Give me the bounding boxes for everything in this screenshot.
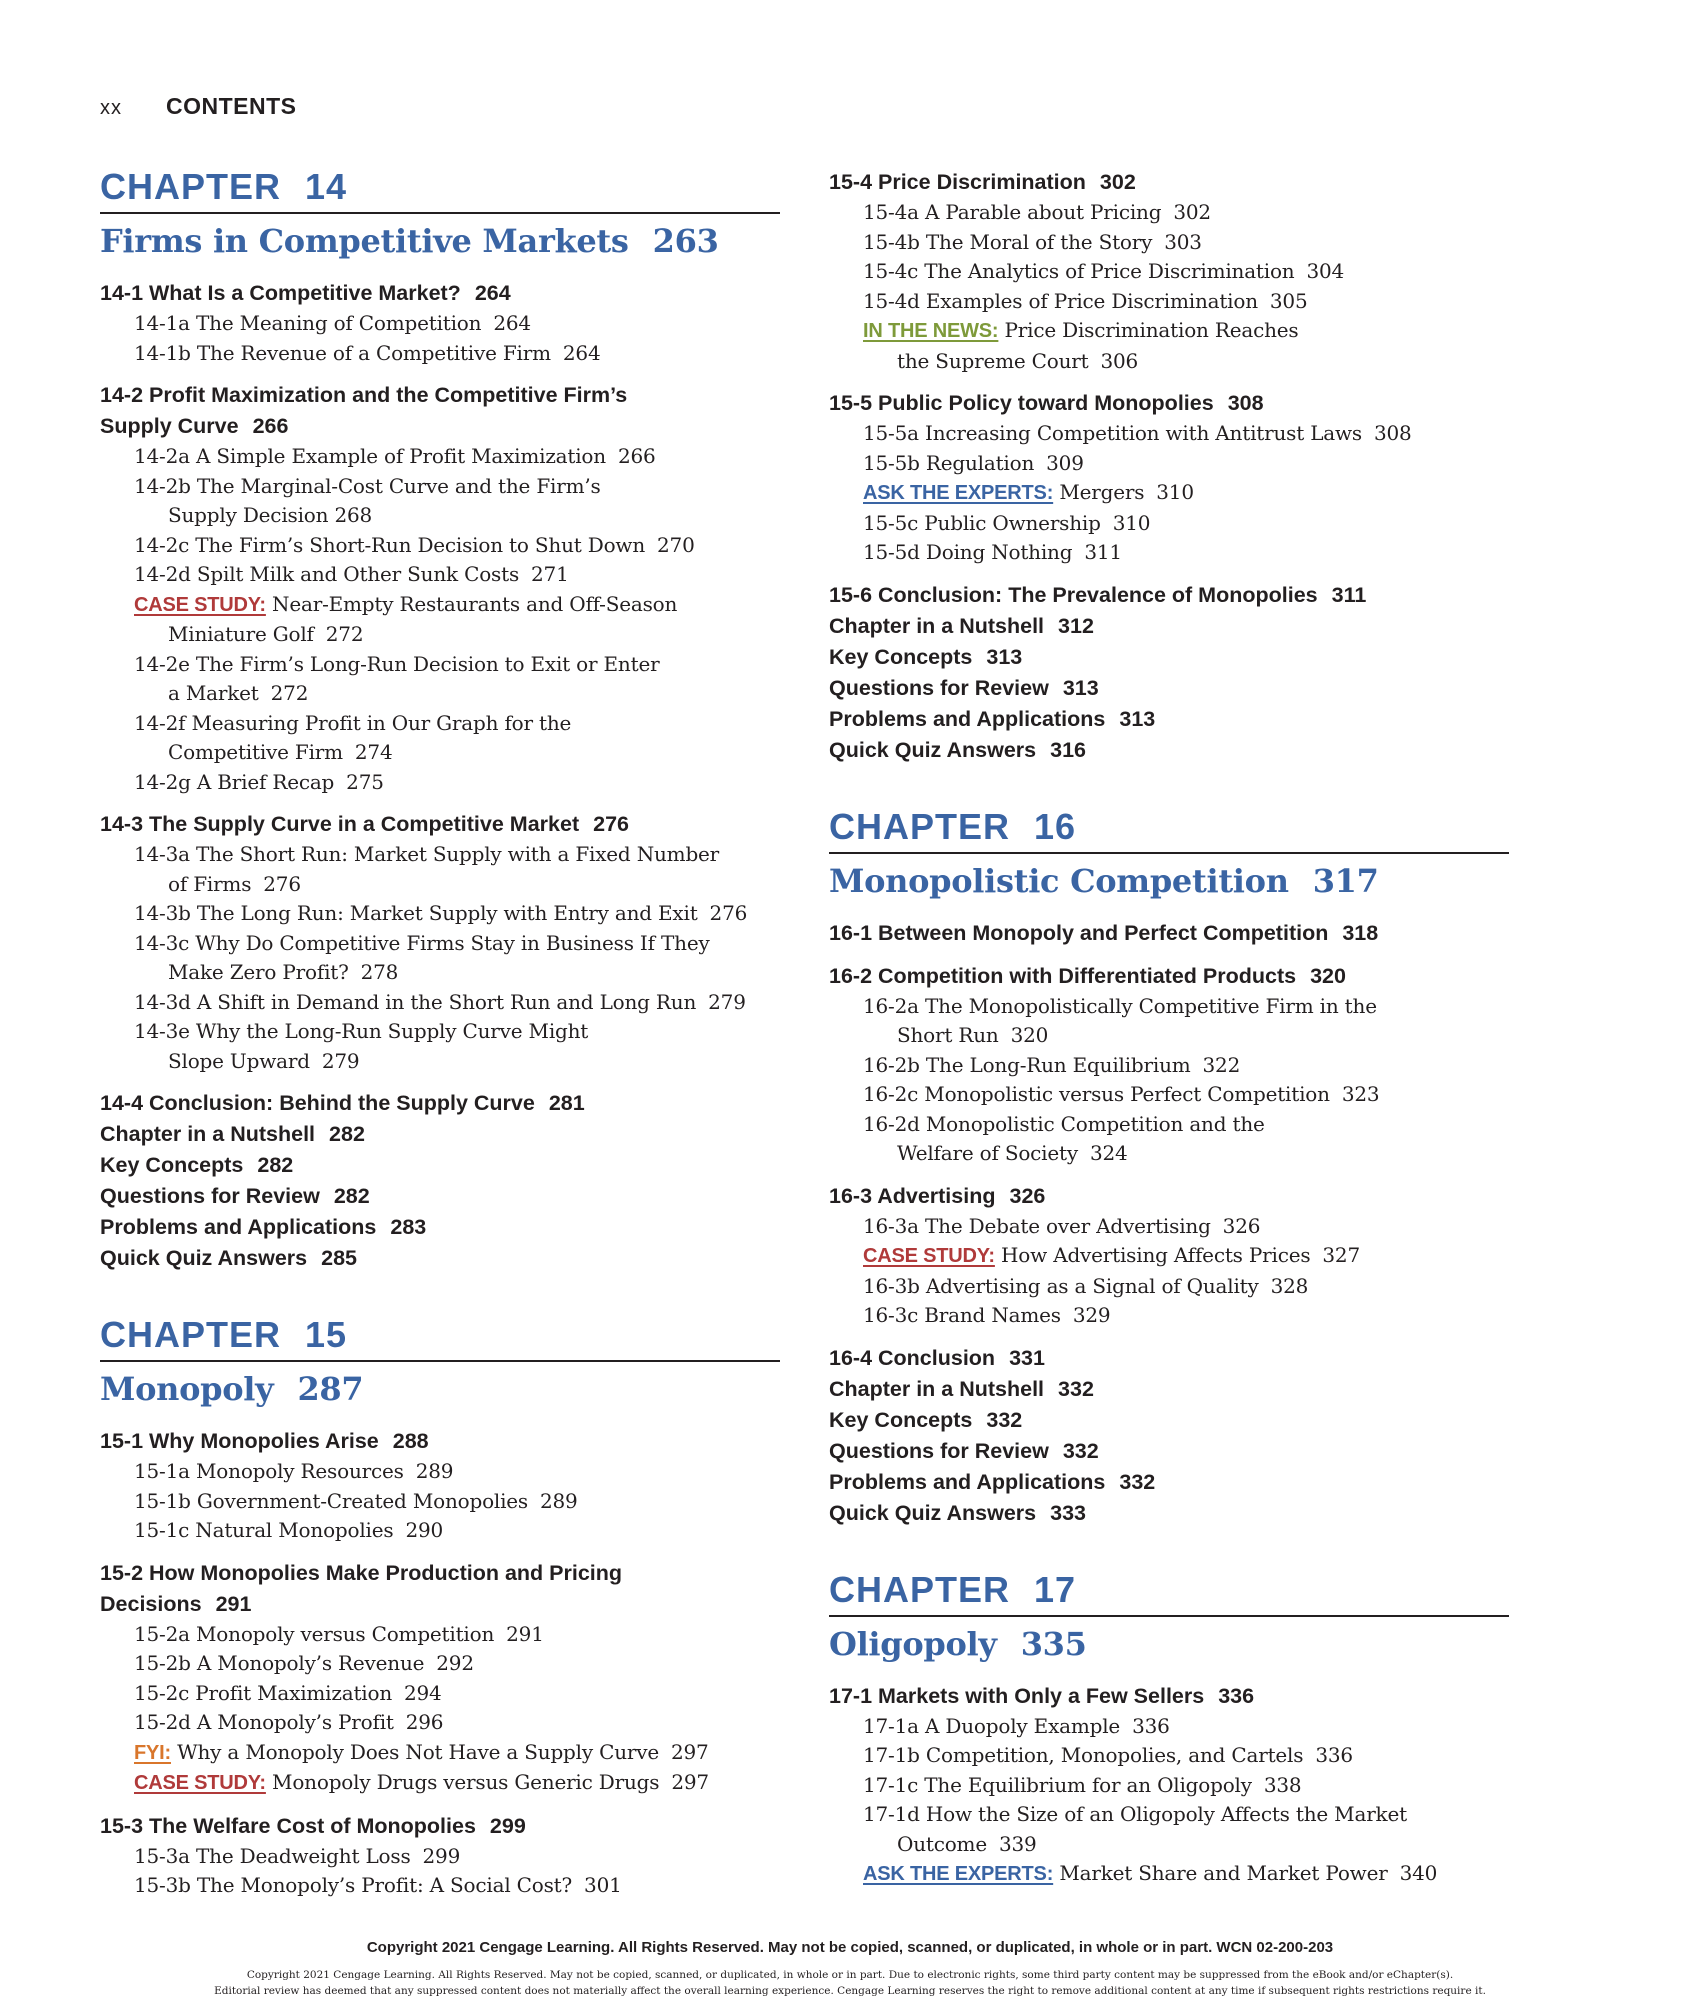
toc-entry[interactable]: 14-2e The Firm’s Long-Run Decision to Exit or Enter a Market 272: [134, 651, 660, 705]
section-heading[interactable]: 14-3 The Supply Curve in a Competitive Market 276: [100, 812, 629, 836]
section-15-4: [829, 167, 1509, 376]
in-the-news-entry[interactable]: IN THE NEWS: Price Discrimination Reaches the Supreme Court 306: [863, 318, 1299, 373]
left-column: [100, 164, 780, 1939]
toc-entry[interactable]: 15-4b The Moral of the Story 303: [863, 229, 1202, 254]
toc-entry[interactable]: 17-1b Competition, Monopolies, and Cartels 336: [863, 1743, 1353, 1767]
chapter-label: CHAPTER 16: [829, 804, 1509, 854]
section-heading[interactable]: 15-2 How Monopolies Make Production and Pricing Decisions 291: [100, 1560, 623, 1616]
toc-entry[interactable]: 14-2b The Marginal-Cost Curve and the Firm’s Supply Decision 268: [134, 473, 601, 527]
page-folio: xx: [100, 97, 122, 119]
toc-entry[interactable]: 17-1a A Duopoly Example 336: [863, 1713, 1170, 1738]
section-15-5: [829, 388, 1509, 568]
end-matter-item[interactable]: Quick Quiz Answers 285: [100, 1246, 357, 1270]
end-matter-item[interactable]: Key Concepts 313: [829, 644, 1023, 669]
chapter-title[interactable]: Monopoly 287: [100, 1370, 364, 1408]
ask-the-experts-label: ASK THE EXPERTS:: [863, 482, 1054, 504]
section-17-1: [829, 1681, 1509, 1890]
toc-entry[interactable]: 15-2a Monopoly versus Competition 291: [134, 1621, 544, 1646]
section-15-2: [100, 1558, 780, 1799]
chapter-15: [100, 1312, 780, 1901]
toc-entry[interactable]: 14-3d A Shift in Demand in the Short Run and Long Run 279: [134, 989, 746, 1014]
copyright-notice: [0, 1967, 1700, 1999]
toc-entry[interactable]: 15-2b A Monopoly’s Revenue 292: [134, 1651, 474, 1675]
case-study-label: CASE STUDY:: [863, 1245, 995, 1267]
section-14-1: [100, 278, 780, 368]
end-matter-item[interactable]: Chapter in a Nutshell 312: [829, 613, 1094, 638]
toc-entry[interactable]: 14-2c The Firm’s Short-Run Decision to Shut Down 270: [134, 532, 695, 557]
end-matter-item[interactable]: Quick Quiz Answers 333: [829, 1500, 1086, 1525]
toc-entry[interactable]: 15-2d A Monopoly’s Profit 296: [134, 1710, 444, 1734]
section-16-1: [829, 918, 1509, 949]
case-study-entry[interactable]: CASE STUDY: Near-Empty Restaurants and Off-Season Miniature Golf 272: [134, 591, 678, 646]
section-heading[interactable]: 14-2 Profit Maximization and the Competitive Firm’s Supply Curve 266: [100, 383, 628, 438]
end-matter-item[interactable]: Problems and Applications 283: [100, 1215, 427, 1239]
toc-entry[interactable]: 14-2a A Simple Example of Profit Maximization 266: [134, 444, 656, 468]
section-15-3: [100, 1811, 780, 1901]
chapter-title[interactable]: Firms in Competitive Markets 263: [100, 222, 719, 260]
toc-entry[interactable]: 16-3b Advertising as a Signal of Quality 328: [863, 1273, 1309, 1298]
toc-entry[interactable]: 15-4a A Parable about Pricing 302: [863, 200, 1211, 224]
section-16-3: [829, 1181, 1509, 1331]
case-study-label: CASE STUDY:: [134, 593, 266, 616]
section-14-3: [100, 809, 780, 1076]
toc-entry[interactable]: 15-2c Profit Maximization 294: [134, 1680, 442, 1705]
toc-entry[interactable]: 15-5c Public Ownership 310: [863, 510, 1151, 535]
toc-entry[interactable]: 14-1a The Meaning of Competition 264: [134, 311, 531, 335]
case-study-label: CASE STUDY:: [134, 1772, 266, 1794]
ask-the-experts-entry[interactable]: ASK THE EXPERTS: Mergers 310: [863, 480, 1194, 504]
end-matter-item[interactable]: Key Concepts 332: [829, 1407, 1023, 1432]
toc-entry[interactable]: 16-2b The Long-Run Equilibrium 322: [863, 1052, 1241, 1077]
toc-entry[interactable]: 14-3a The Short Run: Market Supply with a Fixed Number of Firms 276: [134, 842, 720, 896]
section-16-2: [829, 961, 1509, 1169]
section-heading[interactable]: 16-4 Conclusion 331: [829, 1345, 1045, 1370]
chapter-16-end-matter: [829, 1343, 1509, 1529]
chapter-title[interactable]: Monopolistic Competition 317: [829, 861, 1379, 900]
case-study-entry[interactable]: CASE STUDY: How Advertising Affects Prices 327: [863, 1243, 1360, 1267]
end-matter-item[interactable]: Questions for Review 313: [829, 675, 1099, 700]
chapter-14-end-matter: [100, 1088, 780, 1274]
toc-entry[interactable]: 15-4c The Analytics of Price Discrimination 304: [863, 259, 1345, 283]
ask-the-experts-entry[interactable]: ASK THE EXPERTS: Market Share and Market Power 340: [863, 1861, 1438, 1885]
section-heading[interactable]: 14-1 What Is a Competitive Market? 264: [100, 281, 511, 305]
end-matter-item[interactable]: Quick Quiz Answers 316: [829, 737, 1086, 762]
section-heading[interactable]: 15-1 Why Monopolies Arise 288: [100, 1429, 429, 1453]
case-study-entry[interactable]: CASE STUDY: Monopoly Drugs versus Generic Drugs 297: [134, 1770, 709, 1794]
toc-entry[interactable]: 16-3c Brand Names 329: [863, 1303, 1111, 1327]
toc-entry[interactable]: 15-5a Increasing Competition with Antitrust Laws 308: [863, 421, 1412, 445]
section-heading[interactable]: 15-6 Conclusion: The Prevalence of Monopolies 311: [829, 582, 1367, 607]
toc-entry[interactable]: 15-4d Examples of Price Discrimination 305: [863, 288, 1308, 313]
section-14-2: [100, 380, 780, 797]
toc-entry[interactable]: 15-1c Natural Monopolies 290: [134, 1518, 444, 1542]
chapter-17: [829, 1567, 1509, 1890]
toc-entry[interactable]: 14-2d Spilt Milk and Other Sunk Costs 271: [134, 562, 569, 586]
copyright-notice-line-1: Copyright 2021 Cengage Learning. All Rights Reserved. May not be copied, scanned, or duplicated, in whole or in part. Due to electronic rights, some third party content may be suppressed from the eBook and/or eChapter(s).: [246, 1969, 1454, 1981]
toc-entry[interactable]: 14-2g A Brief Recap 275: [134, 769, 384, 794]
chapter-label: CHAPTER 17: [829, 1567, 1509, 1617]
toc-entry[interactable]: 16-2d Monopolistic Competition and the Welfare of Society 324: [863, 1111, 1265, 1165]
toc-entry[interactable]: 14-3c Why Do Competitive Firms Stay in Business If They Make Zero Profit? 278: [134, 930, 710, 984]
chapter-label: CHAPTER 15: [100, 1312, 780, 1362]
end-matter-item[interactable]: Chapter in a Nutshell 282: [100, 1122, 365, 1146]
section-heading[interactable]: 15-4 Price Discrimination 302: [829, 170, 1136, 194]
chapter-14: [100, 164, 780, 1274]
toc-entry[interactable]: 15-1a Monopoly Resources 289: [134, 1459, 454, 1483]
section-heading[interactable]: 17-1 Markets with Only a Few Sellers 336: [829, 1683, 1255, 1708]
toc-entry[interactable]: 15-3b The Monopoly’s Profit: A Social Cost? 301: [134, 1873, 622, 1897]
section-heading[interactable]: 16-3 Advertising 326: [829, 1183, 1046, 1208]
toc-entry[interactable]: 14-3b The Long Run: Market Supply with Entry and Exit 276: [134, 901, 748, 925]
toc-entry[interactable]: 17-1d How the Size of an Oligopoly Affects the Market Outcome 339: [863, 1802, 1407, 1856]
right-column: [829, 167, 1509, 1928]
end-matter-item[interactable]: Key Concepts 282: [100, 1153, 294, 1177]
section-heading[interactable]: 16-2 Competition with Differentiated Products 320: [829, 963, 1346, 988]
section-heading[interactable]: 16-1 Between Monopoly and Perfect Competition 318: [829, 920, 1379, 945]
end-matter-item[interactable]: Problems and Applications 313: [829, 706, 1156, 731]
fyi-label: FYI:: [134, 1741, 171, 1764]
chapter-16: [829, 804, 1509, 1529]
ask-the-experts-label: ASK THE EXPERTS:: [863, 1863, 1054, 1885]
copyright-notice-line-2: Editorial review has deemed that any suppressed content does not materially affect the overall learning experience. Cengage Learning reserves the right to remove additional content at any time if subsequent rights restrictions require it.: [214, 1985, 1486, 1997]
copyright-line: Copyright 2021 Cengage Learning. All Rights Reserved. May not be copied, scanned, or duplicated, in whole or in part. WCN 02-200-203: [366, 1939, 1334, 1956]
section-heading[interactable]: 15-5 Public Policy toward Monopolies 308: [829, 391, 1264, 415]
end-matter-item[interactable]: Problems and Applications 332: [829, 1469, 1156, 1494]
toc-entry[interactable]: 14-1b The Revenue of a Competitive Firm 264: [134, 340, 601, 365]
section-heading[interactable]: 14-4 Conclusion: Behind the Supply Curve 281: [100, 1091, 585, 1115]
section-heading[interactable]: 15-3 The Welfare Cost of Monopolies 299: [100, 1813, 526, 1838]
running-head: [100, 93, 297, 123]
toc-entry[interactable]: 15-3a The Deadweight Loss 299: [134, 1843, 461, 1868]
toc-entry[interactable]: 16-2c Monopolistic versus Perfect Competition 323: [863, 1082, 1380, 1106]
toc-entry[interactable]: 14-2f Measuring Profit in Our Graph for the Competitive Firm 274: [134, 710, 572, 764]
end-matter-item[interactable]: Chapter in a Nutshell 332: [829, 1376, 1094, 1401]
toc-entry[interactable]: 15-5b Regulation 309: [863, 450, 1084, 475]
toc-entry[interactable]: 17-1c The Equilibrium for an Oligopoly 338: [863, 1772, 1302, 1797]
toc-entry[interactable]: 14-3e Why the Long-Run Supply Curve Might Slope Upward 279: [134, 1019, 589, 1073]
chapter-label: CHAPTER 14: [100, 164, 780, 214]
section-15-1: [100, 1426, 780, 1546]
chapter-title[interactable]: Oligopoly 335: [829, 1624, 1087, 1663]
in-the-news-label: IN THE NEWS:: [863, 320, 999, 342]
toc-entry[interactable]: 15-1b Government-Created Monopolies 289: [134, 1488, 578, 1513]
fyi-entry[interactable]: FYI: Why a Monopoly Does Not Have a Supply Curve 297: [134, 1739, 709, 1764]
toc-entry[interactable]: 15-5d Doing Nothing 311: [863, 540, 1122, 564]
end-matter-item[interactable]: Questions for Review 282: [100, 1184, 370, 1208]
toc-entry[interactable]: 16-3a The Debate over Advertising 326: [863, 1213, 1261, 1238]
end-matter-item[interactable]: Questions for Review 332: [829, 1438, 1099, 1463]
toc-entry[interactable]: 16-2a The Monopolistically Competitive Firm in the Short Run 320: [863, 993, 1377, 1047]
chapter-15-end-matter: [829, 580, 1509, 766]
running-title: CONTENTS: [166, 93, 297, 119]
chapter-15-continued: [829, 167, 1509, 766]
